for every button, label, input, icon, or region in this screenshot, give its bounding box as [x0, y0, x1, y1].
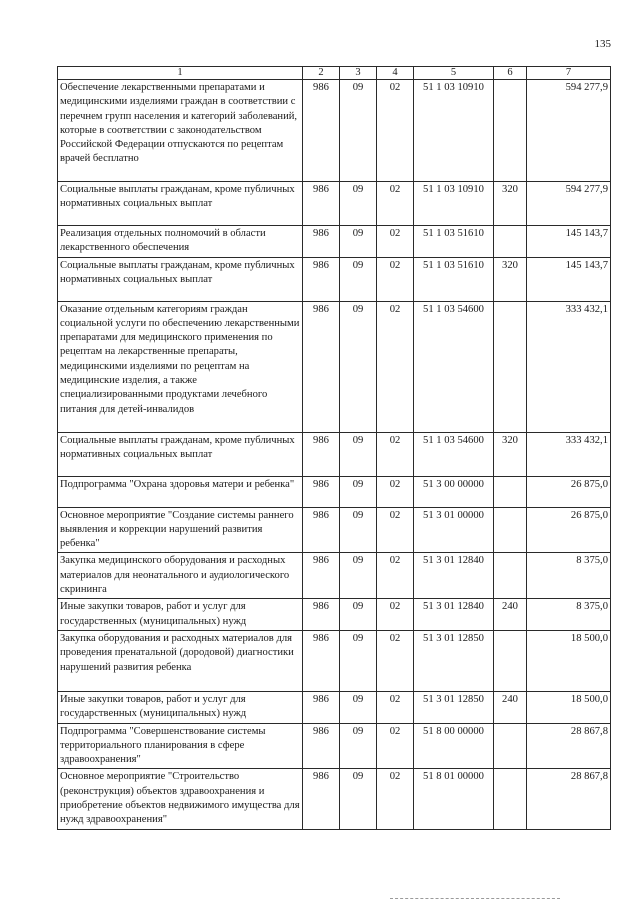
expense-type-cell: 320: [494, 432, 527, 476]
expense-type-cell: [494, 507, 527, 553]
expense-type-cell: [494, 769, 527, 829]
subsection-code-cell: 02: [377, 432, 414, 476]
row-name-cell: Социальные выплаты гражданам, кроме публичных нормативных социальных выплат: [58, 432, 303, 476]
ministry-code-cell: 986: [303, 553, 340, 599]
expense-type-cell: [494, 630, 527, 691]
header-cell: 4: [377, 67, 414, 80]
row-name-cell: Основное мероприятие "Создание системы раннего выявления и коррекции нарушений развития ребенка": [58, 507, 303, 553]
subsection-code-cell: 02: [377, 599, 414, 631]
expense-type-cell: [494, 553, 527, 599]
target-article-cell: 51 3 01 12840: [414, 553, 494, 599]
subsection-code-cell: 02: [377, 691, 414, 723]
section-code-cell: 09: [340, 599, 377, 631]
footer-divider: [390, 898, 560, 899]
subsection-code-cell: 02: [377, 226, 414, 258]
table-row: [58, 301, 611, 432]
section-code-cell: 09: [340, 553, 377, 599]
ministry-code-cell: 986: [303, 476, 340, 507]
expense-type-cell: 320: [494, 182, 527, 226]
expense-type-cell: 240: [494, 691, 527, 723]
header-cell: 6: [494, 67, 527, 80]
amount-cell: 145 143,7: [527, 226, 611, 258]
row-name-cell: Основное мероприятие "Строительство (реконструкция) объектов здравоохранения и приобретение объектов недвижимого имущества для нужд здравоохранения": [58, 769, 303, 829]
table-row: [58, 599, 611, 631]
expense-type-cell: [494, 723, 527, 769]
table-row: [58, 226, 611, 258]
ministry-code-cell: 986: [303, 769, 340, 829]
section-code-cell: 09: [340, 182, 377, 226]
section-code-cell: 09: [340, 507, 377, 553]
row-name-cell: Оказание отдельным категориям граждан социальной услуги по обеспечению лекарственными препаратами для медицинского применения по рецептам на лекарственные препараты, медицинскими изделиями по рецептам на медицинские изделия, а также специализированными продуктами лечебного питания для детей-инвалидов: [58, 301, 303, 432]
target-article-cell: 51 1 03 51610: [414, 257, 494, 301]
section-code-cell: 09: [340, 630, 377, 691]
section-code-cell: 09: [340, 691, 377, 723]
amount-cell: 594 277,9: [527, 80, 611, 182]
ministry-code-cell: 986: [303, 507, 340, 553]
subsection-code-cell: 02: [377, 301, 414, 432]
ministry-code-cell: 986: [303, 301, 340, 432]
subsection-code-cell: 02: [377, 182, 414, 226]
table-row: [58, 630, 611, 691]
section-code-cell: 09: [340, 723, 377, 769]
target-article-cell: 51 3 01 00000: [414, 507, 494, 553]
target-article-cell: 51 3 00 00000: [414, 476, 494, 507]
table-row: [58, 553, 611, 599]
row-name-cell: Закупка оборудования и расходных материалов для проведения пренатальной (дородовой) диагностики нарушений развития ребенка: [58, 630, 303, 691]
header-cell: 1: [58, 67, 303, 80]
target-article-cell: 51 3 01 12840: [414, 599, 494, 631]
target-article-cell: 51 3 01 12850: [414, 691, 494, 723]
expense-type-cell: [494, 226, 527, 258]
table-row: [58, 432, 611, 476]
section-code-cell: 09: [340, 226, 377, 258]
table-row: [58, 80, 611, 182]
ministry-code-cell: 986: [303, 226, 340, 258]
row-name-cell: Обеспечение лекарственными препаратами и медицинскими изделиями граждан в соответствии с перечнем групп населения и категорий заболеваний, которые в соответствии с законодательством Российской Федерации отпускаются по рецептам врачей бесплатно: [58, 80, 303, 182]
section-code-cell: 09: [340, 476, 377, 507]
amount-cell: 26 875,0: [527, 507, 611, 553]
amount-cell: 28 867,8: [527, 723, 611, 769]
target-article-cell: 51 1 03 54600: [414, 432, 494, 476]
expense-type-cell: [494, 476, 527, 507]
section-code-cell: 09: [340, 432, 377, 476]
target-article-cell: 51 1 03 54600: [414, 301, 494, 432]
amount-cell: 26 875,0: [527, 476, 611, 507]
header-cell: 3: [340, 67, 377, 80]
row-name-cell: Подпрограмма "Охрана здоровья матери и ребенка": [58, 476, 303, 507]
header-cell: 7: [527, 67, 611, 80]
row-name-cell: Подпрограмма "Совершенствование системы территориального планирования в сфере здравоохранения": [58, 723, 303, 769]
row-name-cell: Иные закупки товаров, работ и услуг для государственных (муниципальных) нужд: [58, 599, 303, 631]
ministry-code-cell: 986: [303, 432, 340, 476]
table-row: [58, 769, 611, 829]
target-article-cell: 51 8 00 00000: [414, 723, 494, 769]
ministry-code-cell: 986: [303, 630, 340, 691]
table-row: [58, 476, 611, 507]
ministry-code-cell: 986: [303, 182, 340, 226]
table-row: [58, 507, 611, 553]
subsection-code-cell: 02: [377, 553, 414, 599]
row-name-cell: Социальные выплаты гражданам, кроме публичных нормативных социальных выплат: [58, 182, 303, 226]
target-article-cell: 51 8 01 00000: [414, 769, 494, 829]
row-name-cell: Иные закупки товаров, работ и услуг для государственных (муниципальных) нужд: [58, 691, 303, 723]
amount-cell: 18 500,0: [527, 630, 611, 691]
subsection-code-cell: 02: [377, 507, 414, 553]
budget-table: [57, 66, 611, 830]
header-cell: 5: [414, 67, 494, 80]
amount-cell: 594 277,9: [527, 182, 611, 226]
amount-cell: 145 143,7: [527, 257, 611, 301]
subsection-code-cell: 02: [377, 769, 414, 829]
amount-cell: 333 432,1: [527, 432, 611, 476]
ministry-code-cell: 986: [303, 723, 340, 769]
row-name-cell: Социальные выплаты гражданам, кроме публичных нормативных социальных выплат: [58, 257, 303, 301]
target-article-cell: 51 1 03 51610: [414, 226, 494, 258]
table-row: [58, 257, 611, 301]
target-article-cell: 51 1 03 10910: [414, 80, 494, 182]
table-row: [58, 723, 611, 769]
section-code-cell: 09: [340, 301, 377, 432]
subsection-code-cell: 02: [377, 476, 414, 507]
expense-type-cell: [494, 301, 527, 432]
section-code-cell: 09: [340, 769, 377, 829]
target-article-cell: 51 1 03 10910: [414, 182, 494, 226]
amount-cell: 8 375,0: [527, 553, 611, 599]
ministry-code-cell: 986: [303, 691, 340, 723]
table-row: [58, 691, 611, 723]
amount-cell: 28 867,8: [527, 769, 611, 829]
section-code-cell: 09: [340, 80, 377, 182]
ministry-code-cell: 986: [303, 80, 340, 182]
target-article-cell: 51 3 01 12850: [414, 630, 494, 691]
amount-cell: 18 500,0: [527, 691, 611, 723]
ministry-code-cell: 986: [303, 257, 340, 301]
amount-cell: 8 375,0: [527, 599, 611, 631]
amount-cell: 333 432,1: [527, 301, 611, 432]
row-name-cell: Реализация отдельных полномочий в области лекарственного обеспечения: [58, 226, 303, 258]
expense-type-cell: 320: [494, 257, 527, 301]
subsection-code-cell: 02: [377, 257, 414, 301]
header-row: [58, 67, 611, 80]
section-code-cell: 09: [340, 257, 377, 301]
table-row: [58, 182, 611, 226]
expense-type-cell: 240: [494, 599, 527, 631]
ministry-code-cell: 986: [303, 599, 340, 631]
page-number: 135: [594, 38, 611, 50]
subsection-code-cell: 02: [377, 723, 414, 769]
expense-type-cell: [494, 80, 527, 182]
subsection-code-cell: 02: [377, 80, 414, 182]
header-cell: 2: [303, 67, 340, 80]
subsection-code-cell: 02: [377, 630, 414, 691]
row-name-cell: Закупка медицинского оборудования и расходных материалов для неонатального и аудиологического скрининга: [58, 553, 303, 599]
